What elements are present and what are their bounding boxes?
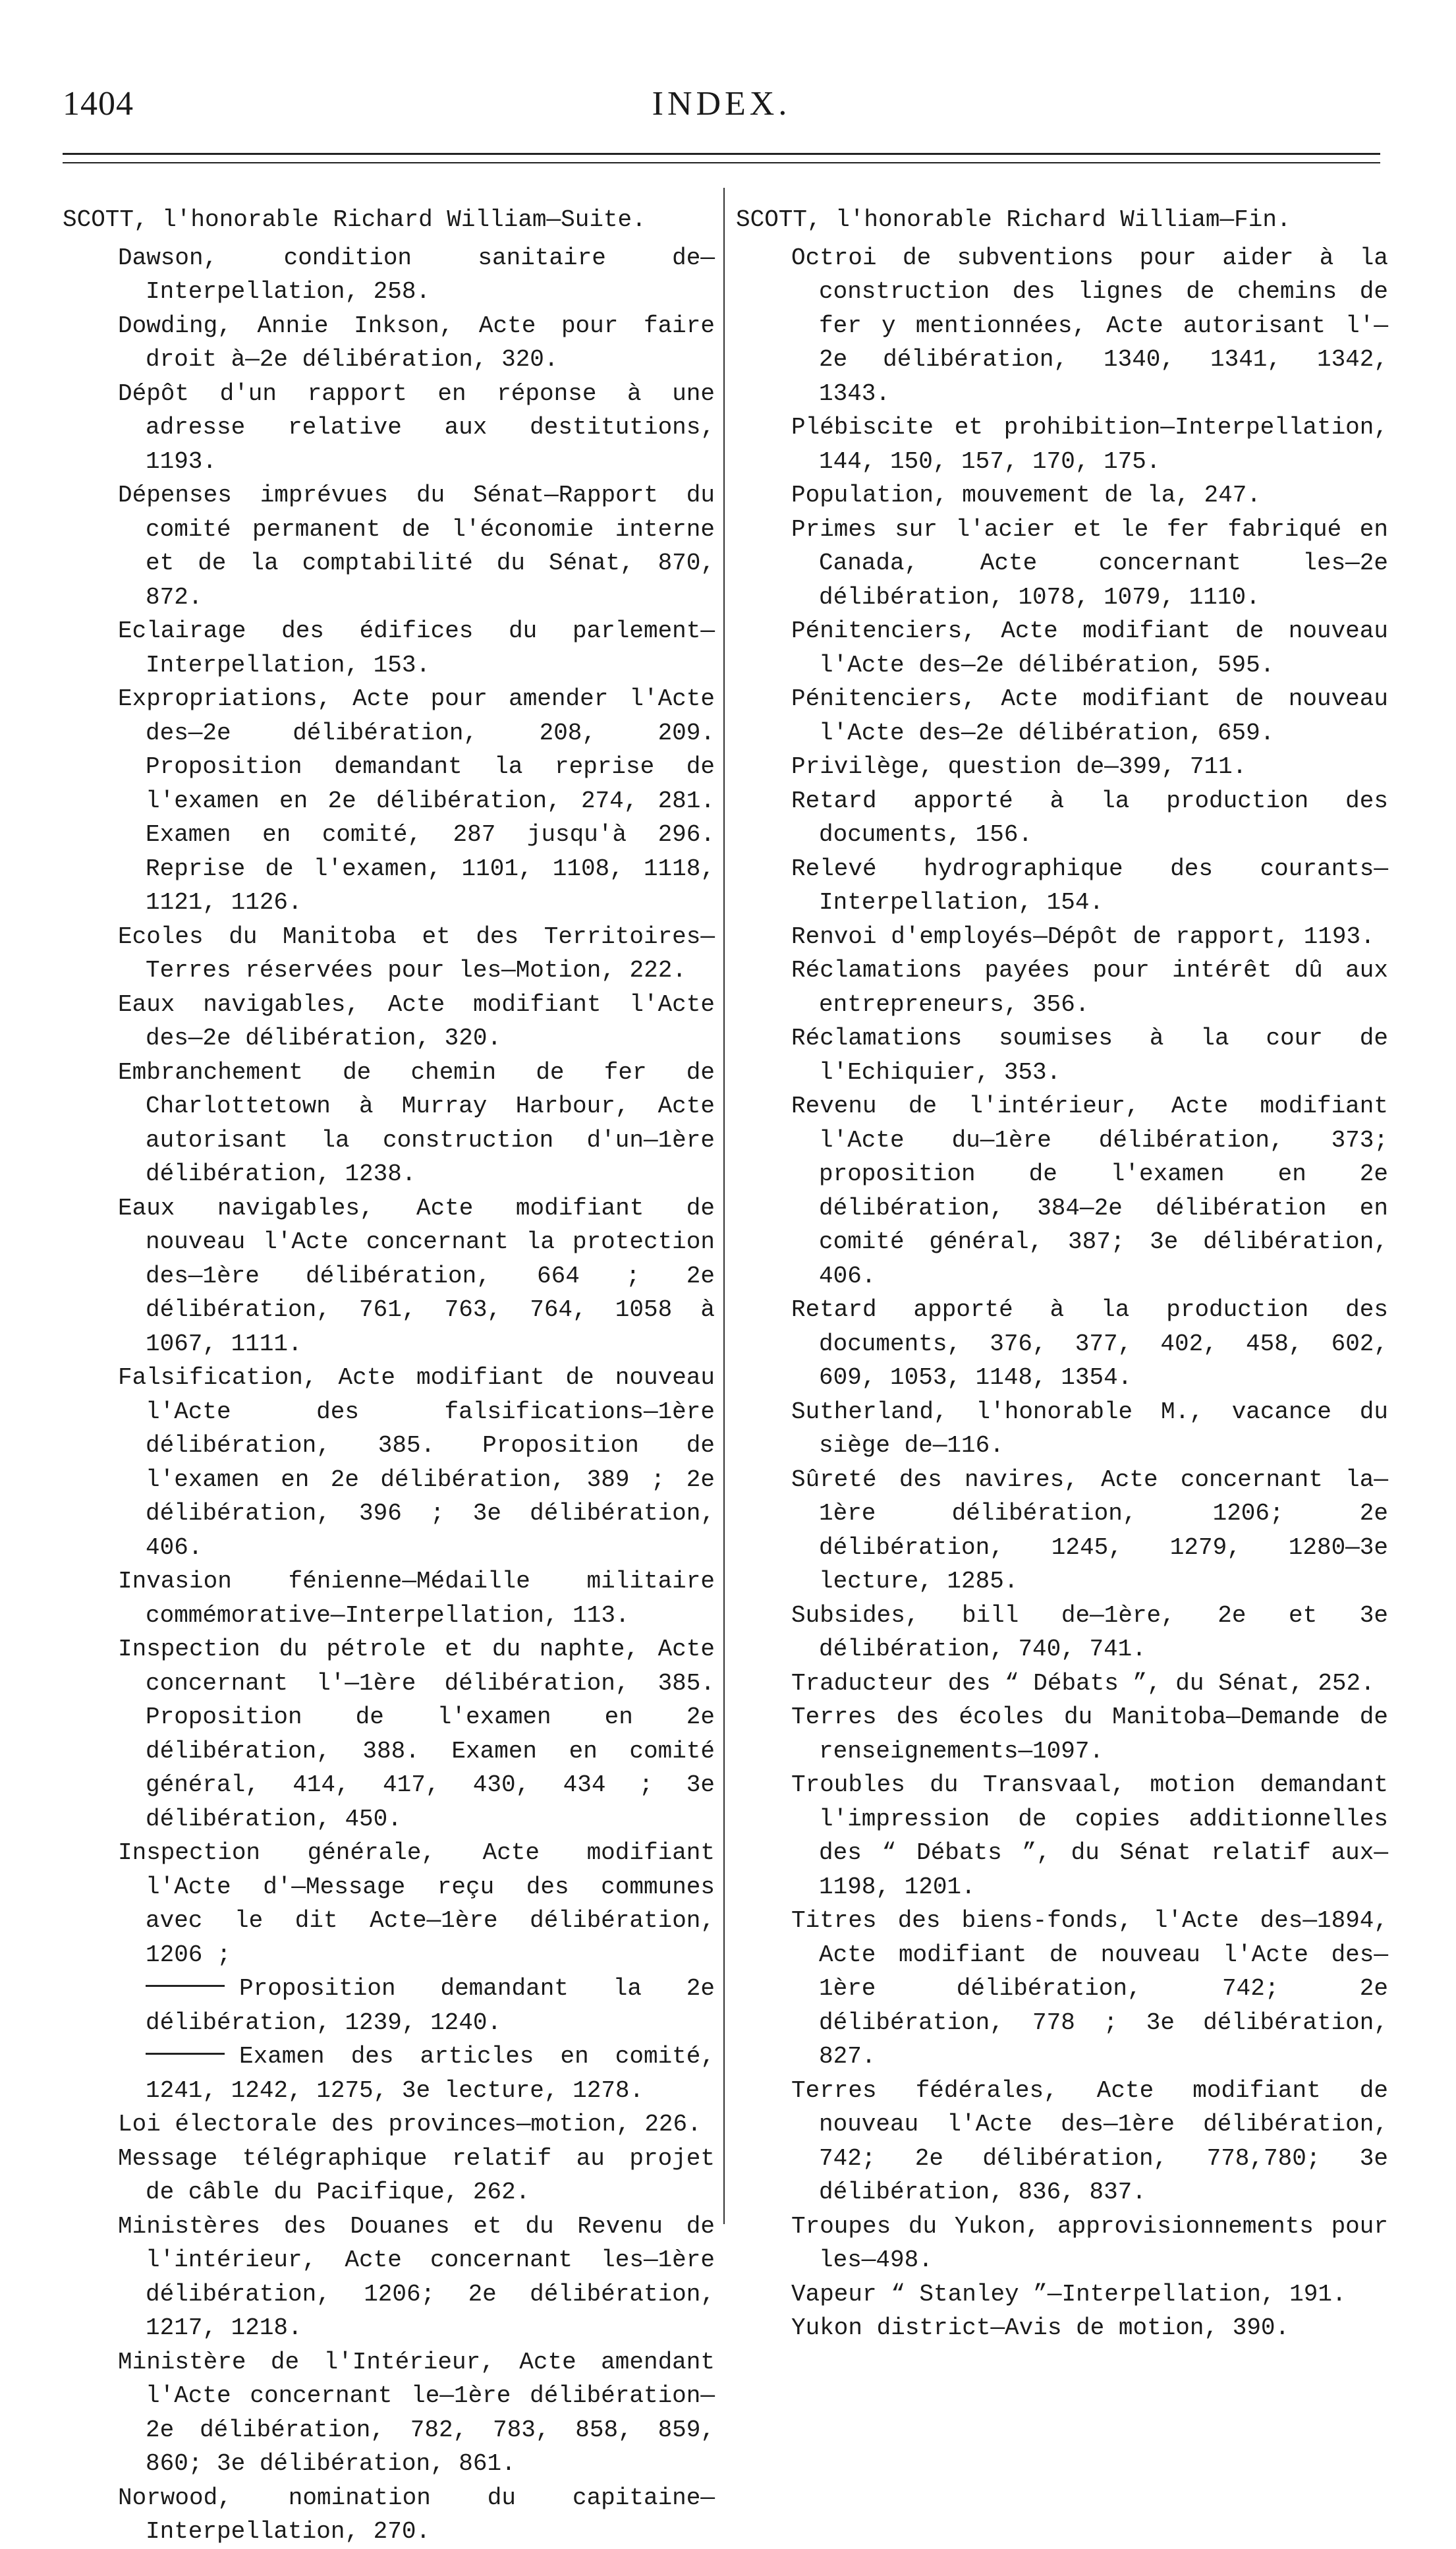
index-entry: Réclamations payées pour intérêt dû aux entrepreneurs, 356. [791,957,1388,1018]
index-entry: Norwood, nomination du capitaine—Interpellation, 270. [118,2484,715,2545]
index-entry: Vapeur “ Stanley ”—Interpellation, 191. [791,2280,1347,2308]
index-entry: Sûreté des navires, Acte concernant la—1ère délibération, 1206; 2e délibération, 1245, 1279, 1280—3e lecture, 1285. [791,1466,1388,1595]
continuation-dash [146,1985,225,1987]
index-entry: Traducteur des “ Débats ”, du Sénat, 252. [791,1669,1375,1697]
header-rule-bottom [63,162,1380,163]
index-entry: Retard apporté à la production des documents, 376, 377, 402, 458, 602, 609, 1053, 1148, 1354. [791,1296,1388,1391]
index-entry: Embranchement de chemin de fer de Charlottetown à Murray Harbour, Acte autorisant la construction d'un—1ère délibération, 1238. [118,1058,715,1188]
index-entry: Renvoi d'employés—Dépôt de rapport, 1193. [791,923,1375,950]
sub-entry-text: Examen des articles en comité, 1241, 1242, 1275, 3e lecture, 1278. [146,2043,715,2104]
index-entry: Réclamations soumises à la cour de l'Echiquier, 353. [791,1025,1388,1086]
index-entry: Falsification, Acte modifiant de nouveau l'Acte des falsifications—1ère délibération, 385. Proposition de l'examen en 2e délibération, 389 ; 2e délibération, 396 ; 3e délibération, 406. [118,1364,715,1561]
index-entry: Invasion fénienne—Médaille militaire commémorative—Interpellation, 113. [118,1568,715,1629]
index-entry: Dépôt d'un rapport en réponse à une adresse relative aux destitutions, 1193. [118,380,715,475]
index-entry: Eaux navigables, Acte modifiant l'Acte des—2e délibération, 320. [118,990,715,1052]
index-entry: Message télégraphique relatif au projet de câble du Pacifique, 262. [118,2144,715,2206]
index-entry: Ministères des Douanes et du Revenu de l'intérieur, Acte concernant les—1ère délibération, 1206; 2e délibération, 1217, 1218. [118,2212,715,2341]
index-entry: Octroi de subventions pour aider à la construction des lignes de chemins de fer y mentionnées, Acte autorisant l'—2e délibération, 1340, 1341, 1342, 1343. [791,244,1388,407]
index-entry: Ministère de l'Intérieur, Acte amendant l'Acte concernant le—1ère délibération—2e délibération, 782, 783, 858, 859, 860; 3e délibération, 861. [118,2348,715,2477]
index-entry: Inspection générale, Acte modifiant l'Acte d'—Message reçu des communes avec le dit Acte—1ère délibération, 1206 ; [118,1839,715,1968]
index-entry: Primes sur l'acier et le fer fabriqué en Canada, Acte concernant les—2e délibération, 1078, 1079, 1110. [791,515,1388,611]
index-entry: Plébiscite et prohibition—Interpellation, 144, 150, 157, 170, 175. [791,414,1388,475]
sub-entry-text: Proposition demandant la 2e délibération, 1239, 1240. [146,1975,715,2036]
left-column-heading: SCOTT, l'honorable Richard William—Suite. [63,206,646,233]
index-entry: Eclairage des édifices du parlement—Interpellation, 153. [118,617,715,679]
continuation-dash [146,2053,225,2055]
index-entry: Troubles du Transvaal, motion demandant l'impression de copies additionnelles des “ Débats ”, du Sénat relatif aux—1198, 1201. [791,1771,1388,1901]
right-entries [736,241,1388,2345]
left-entries [63,241,715,2549]
index-entry: Troupes du Yukon, approvisionnements pour les—498. [791,2212,1388,2274]
index-entry: Loi électorale des provinces—motion, 226. [118,2111,702,2138]
index-entry: Eaux navigables, Acte modifiant de nouveau l'Acte concernant la protection des—1ère délibération, 664 ; 2e délibération, 761, 763, 764, 1058 à 1067, 1111. [118,1194,715,1358]
running-title: INDEX. [652,85,791,123]
column-divider [723,188,725,2224]
index-entry: Yukon district—Avis de motion, 390. [791,2314,1290,2341]
page-number: 1404 [63,85,134,123]
header-rule-top [63,153,1380,155]
index-entry: Ecoles du Manitoba et des Territoires—Terres réservées pour les—Motion, 222. [118,923,715,984]
index-entry: Terres fédérales, Acte modifiant de nouveau l'Acte des—1ère délibération, 742; 2e délibération, 778,780; 3e délibération, 836, 837. [791,2076,1388,2206]
page-header [63,84,1380,144]
right-column-heading: SCOTT, l'honorable Richard William—Fin. [736,206,1291,233]
index-entry: Subsides, bill de—1ère, 2e et 3e délibération, 740, 741. [791,1601,1388,1663]
index-sub-entry [118,2040,715,2107]
index-entry: Titres des biens-fonds, l'Acte des—1894, Acte modifiant de nouveau l'Acte des—1ère délibération, 742; 2e délibération, 778 ; 3e délibération, 827. [791,1907,1388,2070]
index-entry: Expropriations, Acte pour amender l'Acte des—2e délibération, 208, 209. Proposition demandant la reprise de l'examen en 2e délibération, 274, 281. Examen en comité, 287 jusqu'à 296. Reprise de l'examen, 1101, 1108, 1118, 1121, 1126. [118,685,715,916]
index-entry: Dawson, condition sanitaire de—Interpellation, 258. [118,244,715,305]
index-entry: Pénitenciers, Acte modifiant de nouveau l'Acte des—2e délibération, 595. [791,617,1388,679]
index-entry: Revenu de l'intérieur, Acte modifiant l'Acte du—1ère délibération, 373; proposition de l'examen en 2e délibération, 384—2e délibération en comité général, 387; 3e délibération, 406. [791,1093,1388,1290]
index-entry: Privilège, question de—399, 711. [791,753,1247,780]
index-entry: Pénitenciers, Acte modifiant de nouveau l'Acte des—2e délibération, 659. [791,685,1388,747]
index-entry: Sutherland, l'honorable M., vacance du siège de—116. [791,1398,1388,1459]
index-entry: Dépenses imprévues du Sénat—Rapport du comité permanent de l'économie interne et de la comptabilité du Sénat, 870, 872. [118,482,715,611]
index-sub-entry [118,1972,715,2040]
index-entry: Population, mouvement de la, 247. [791,482,1261,509]
index-entry: Relevé hydrographique des courants—Interpellation, 154. [791,855,1388,916]
index-entry: Terres des écoles du Manitoba—Demande de renseignements—1097. [791,1704,1388,1765]
index-entry: Inspection du pétrole et du naphte, Acte concernant l'—1ère délibération, 385. Proposition de l'examen en 2e délibération, 388. Examen en comité général, 414, 417, 430, 434 ; 3e délibération, 450. [118,1636,715,1833]
left-column [63,203,715,2549]
index-entry: Retard apporté à la production des documents, 156. [791,787,1388,848]
right-column [736,203,1388,2345]
index-entry: Dowding, Annie Inkson, Acte pour faire droit à—2e délibération, 320. [118,312,715,373]
